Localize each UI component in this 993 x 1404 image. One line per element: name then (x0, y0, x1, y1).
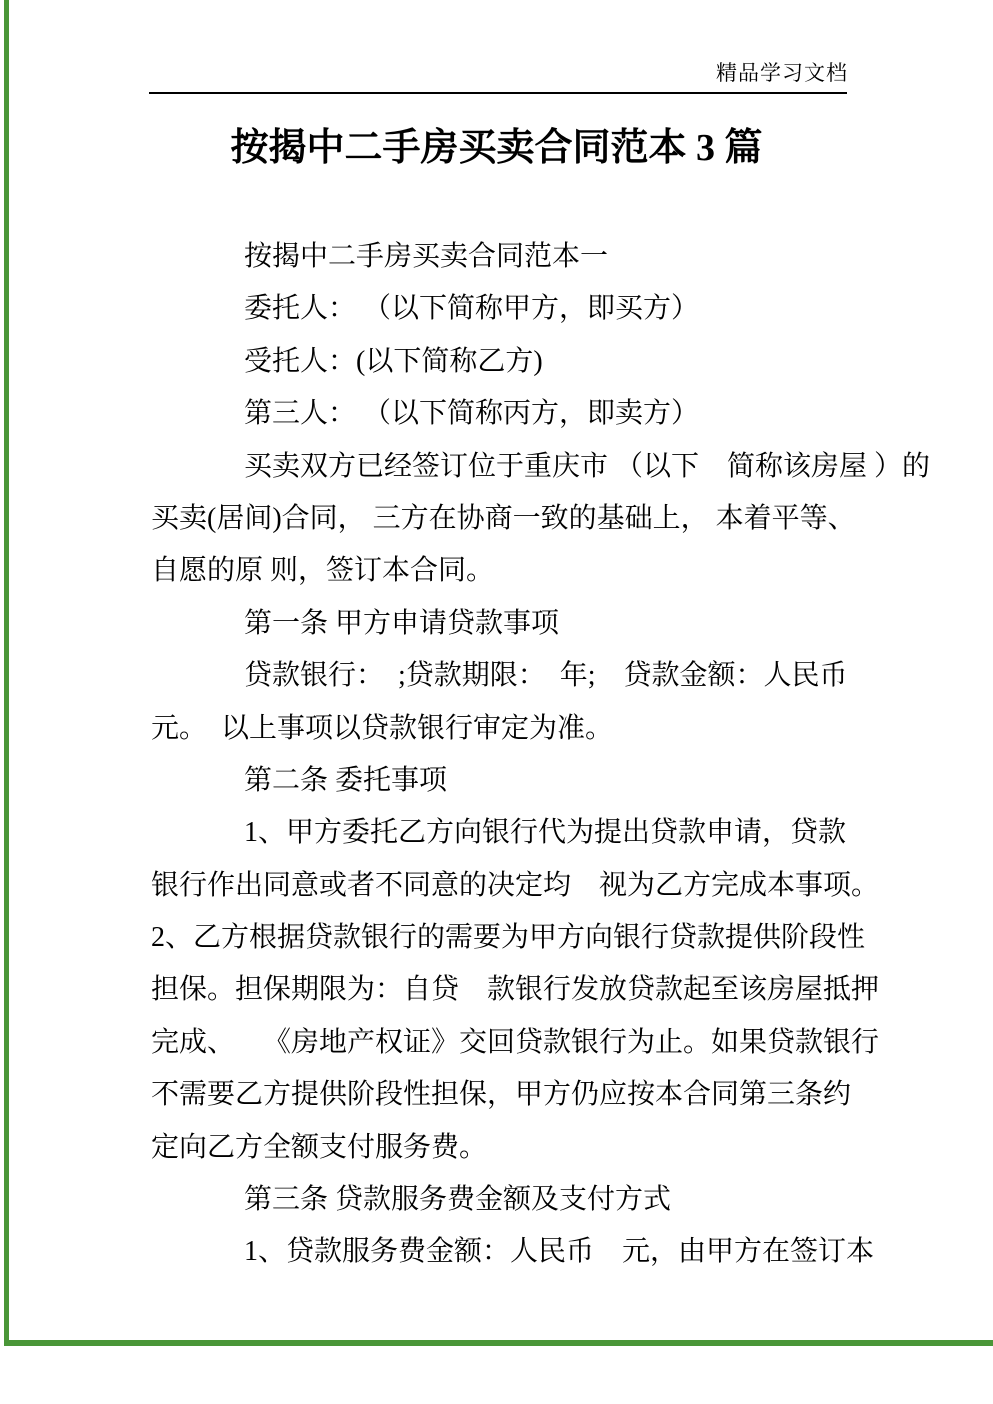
document-line: 完成、 《房地产权证》交回贷款银行为止。如果贷款银行 (151, 1026, 880, 1058)
document-line: 买卖双方已经签订位于重庆市 （以下 简称该房屋 ）的 (244, 450, 931, 482)
document-line: 担保。担保期限为：自贷 款银行发放贷款起至该房屋抵押 (151, 974, 880, 1006)
document-line: 不需要乙方提供阶段性担保，甲方仍应按本合同第三条约 (151, 1079, 852, 1111)
header-rule (149, 92, 847, 94)
document-line: 2、乙方根据贷款银行的需要为甲方向银行贷款提供阶段性 (151, 922, 866, 954)
document-line: 按揭中二手房买卖合同范本一 (244, 241, 609, 272)
document-line: 1、甲方委托乙方向银行代为提出贷款申请，贷款 (244, 817, 847, 849)
document-line: 1、贷款服务费金额：人民币 元，由甲方在签订本 (244, 1236, 875, 1268)
document-body (151, 231, 961, 1279)
document-line: 银行作出同意或者不同意的决定均 视为乙方完成本事项。 (151, 869, 880, 901)
document-title: 按揭中二手房买卖合同范本 3 篇 (230, 127, 763, 169)
document-line: 第二条 委托事项 (244, 764, 448, 796)
document-line: 定向乙方全额支付服务费。 (151, 1131, 488, 1163)
document-line: 第三人： （以下简称丙方，即卖方） (244, 398, 700, 430)
document-line: 第三条 贷款服务费金额及支付方式 (244, 1184, 672, 1216)
header-watermark: 精品学习文档 (716, 62, 848, 85)
document-line: 第一条 甲方申请贷款事项 (244, 607, 560, 639)
page-border-left (4, 0, 9, 1346)
document-line: 买卖(居间)合同， 三方在协商一致的基础上， 本着平等、 (151, 502, 856, 534)
document-line: 受托人：(以下简称乙方) (244, 345, 543, 377)
document-line: 贷款银行： ;贷款期限： 年; 贷款金额：人民币 (244, 660, 848, 692)
document-line: 自愿的原 则，签订本合同。 (151, 555, 495, 587)
document-line: 元。 以上事项以贷款银行审定为准。 (151, 712, 614, 744)
page-border-bottom (4, 1340, 993, 1346)
document-line: 委托人： （以下简称甲方，即买方） (244, 293, 700, 325)
